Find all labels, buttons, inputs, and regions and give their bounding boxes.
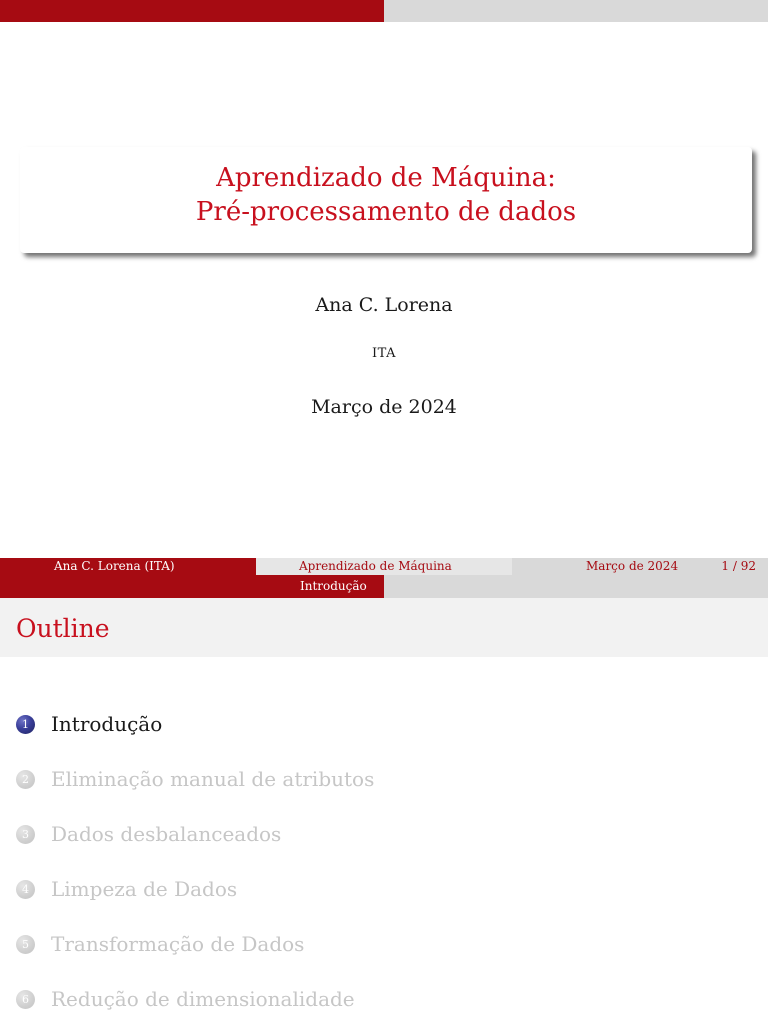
- footer-title: Aprendizado de Máquina: [256, 558, 512, 575]
- institute: ITA: [372, 346, 396, 361]
- footer-author: Ana C. Lorena (ITA): [0, 558, 256, 575]
- toc-number-bullet: 6: [16, 990, 35, 1009]
- toc-number-bullet: 1: [16, 715, 35, 734]
- toc-number-bullet: 3: [16, 825, 35, 844]
- author-name: Ana C. Lorena: [315, 294, 453, 316]
- toc-item-label: Eliminação manual de atributos: [51, 767, 375, 791]
- toc-item[interactable]: [16, 710, 162, 738]
- frame-title: Outline: [16, 614, 110, 643]
- outline-slide: [0, 575, 768, 1024]
- current-section-label: Introdução: [296, 577, 371, 596]
- table-of-contents: [0, 575, 768, 1024]
- toc-number-bullet: 2: [16, 770, 35, 789]
- toc-number-bullet: 4: [16, 880, 35, 899]
- footer-date: Março de 2024: [586, 559, 679, 573]
- title-box: [20, 147, 752, 253]
- toc-item[interactable]: [16, 765, 374, 793]
- presentation-date: Março de 2024: [311, 396, 457, 418]
- toc-item[interactable]: [16, 985, 355, 1013]
- presentation-subtitle: Pré-processamento de dados: [195, 197, 577, 227]
- toc-number-bullet: 5: [16, 935, 35, 954]
- toc-item-label: Transformação de Dados: [51, 932, 305, 956]
- toc-item-label: Introdução: [51, 712, 163, 736]
- presentation-title: Aprendizado de Máquina:: [216, 163, 556, 193]
- header-bar-left: [0, 0, 384, 22]
- toc-item-label: Dados desbalanceados: [51, 822, 282, 846]
- footer-right: [512, 558, 768, 575]
- toc-item[interactable]: [16, 875, 237, 903]
- toc-item[interactable]: [16, 820, 281, 848]
- header-bar-right: [384, 0, 768, 22]
- toc-item[interactable]: [16, 930, 304, 958]
- footer-bar: [0, 558, 768, 575]
- page-number: 1 / 92: [721, 559, 756, 573]
- toc-item-label: Limpeza de Dados: [51, 877, 238, 901]
- toc-item-label: Redução de dimensionalidade: [51, 987, 355, 1011]
